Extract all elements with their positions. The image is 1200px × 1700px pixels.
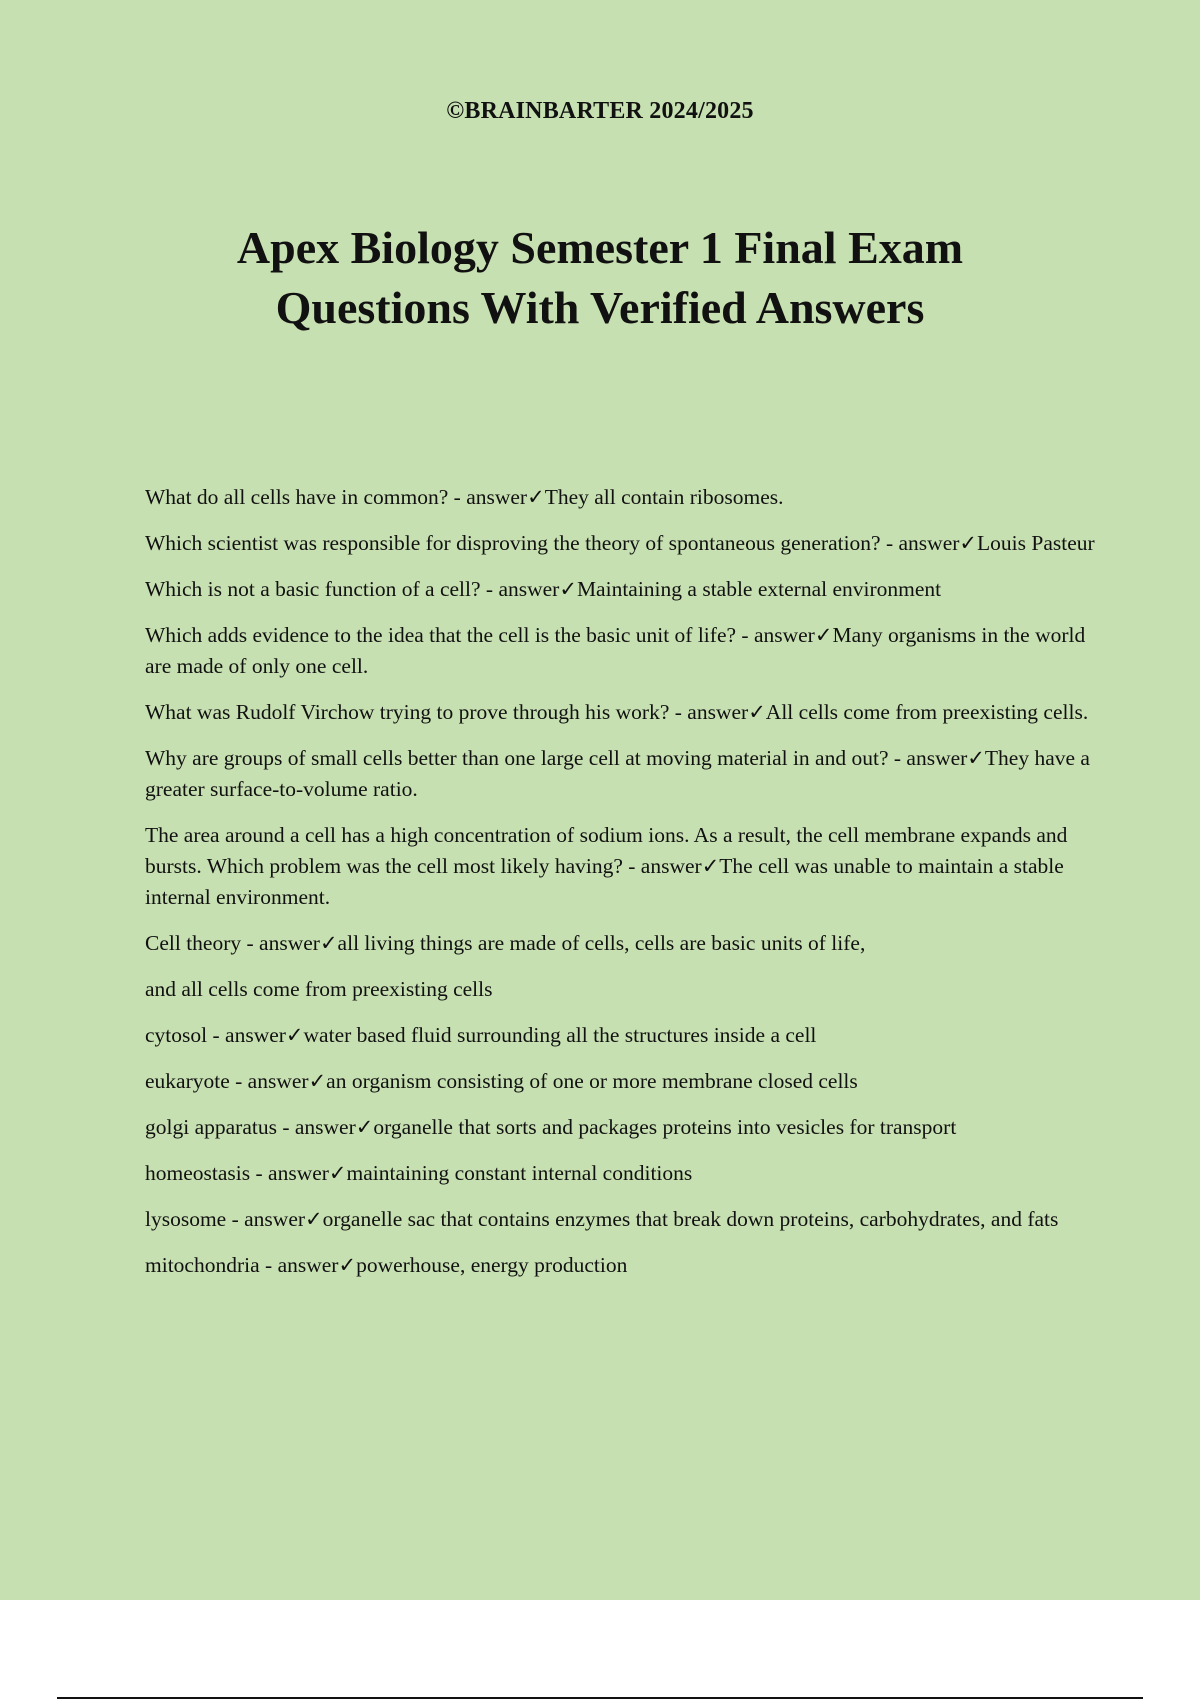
qa-answer: water based fluid surrounding all the structures inside a cell xyxy=(303,1023,817,1047)
answer-marker: answer xyxy=(498,577,560,601)
check-icon: ✓ xyxy=(814,623,833,647)
check-icon: ✓ xyxy=(527,485,545,509)
qa-list xyxy=(145,482,1095,1296)
qa-question: golgi apparatus - xyxy=(145,1115,295,1139)
qa-question: Which scientist was responsible for disproving the theory of spontaneous generation? - xyxy=(145,531,899,555)
qa-item xyxy=(145,697,1095,728)
check-icon: ✓ xyxy=(328,1161,347,1185)
qa-answer: organelle that sorts and packages proteins into vesicles for transport xyxy=(373,1115,957,1139)
qa-answer: an organism consisting of one or more membrane closed cells xyxy=(326,1069,858,1093)
qa-question: eukaryote - xyxy=(145,1069,248,1093)
qa-question: cytosol - xyxy=(145,1023,226,1047)
qa-question: Why are groups of small cells better than one large cell at moving material in and out? - xyxy=(145,746,907,770)
qa-item xyxy=(145,820,1095,913)
answer-marker: answer xyxy=(687,700,749,724)
qa-item xyxy=(145,620,1095,682)
qa-item xyxy=(145,1250,1095,1281)
qa-item xyxy=(145,1112,1095,1143)
answer-marker: answer xyxy=(640,854,702,878)
qa-question: Which adds evidence to the idea that the cell is the basic unit of life? - xyxy=(145,623,754,647)
check-icon: ✓ xyxy=(967,746,985,770)
qa-question: What do all cells have in common? - xyxy=(145,485,467,509)
qa-answer: They have a greater surface-to-volume ratio. xyxy=(145,746,1090,801)
check-icon: ✓ xyxy=(338,1253,357,1277)
qa-question: mitochondria - xyxy=(145,1253,278,1277)
qa-item xyxy=(145,482,1095,513)
check-icon: ✓ xyxy=(285,1023,304,1047)
qa-item xyxy=(145,928,1095,959)
qa-item xyxy=(145,528,1095,559)
answer-marker: answer xyxy=(753,623,815,647)
check-icon: ✓ xyxy=(959,531,978,555)
title-line-2: Questions With Verified Answers xyxy=(275,282,925,333)
qa-answer: powerhouse, energy production xyxy=(356,1253,628,1277)
copyright-header: ©BRAINBARTER 2024/2025 xyxy=(446,98,754,124)
qa-question: What was Rudolf Virchow trying to prove through his work? - xyxy=(145,700,688,724)
answer-marker: answer xyxy=(225,1023,286,1047)
answer-marker: answer xyxy=(268,1161,329,1185)
check-icon: ✓ xyxy=(748,700,766,724)
qa-answer: Louis Pasteur xyxy=(977,531,1095,555)
qa-question: lysosome - xyxy=(145,1207,245,1231)
check-icon: ✓ xyxy=(355,1115,374,1139)
qa-question: homeostasis - xyxy=(145,1161,269,1185)
qa-continuation: and all cells come from preexisting cells xyxy=(145,977,493,1001)
qa-question: The area around a cell has a high concentration of sodium ions. As a result, the cell membrane expands and bursts. Which problem was the cell most likely having? - xyxy=(145,823,1068,878)
check-icon: ✓ xyxy=(559,577,577,601)
document-title xyxy=(150,218,1050,338)
check-icon: ✓ xyxy=(319,931,338,955)
qa-answer: organelle sac that contains enzymes that break down proteins, carbohydrates, and fats xyxy=(322,1207,1059,1231)
answer-marker: answer xyxy=(294,1115,356,1139)
qa-answer: all living things are made of cells, cells are basic units of life, xyxy=(337,931,866,955)
qa-item xyxy=(145,1158,1095,1189)
check-icon: ✓ xyxy=(308,1069,327,1093)
qa-answer: All cells come from preexisting cells. xyxy=(765,700,1089,724)
qa-item xyxy=(145,974,1095,1005)
answer-marker: answer xyxy=(259,931,320,955)
qa-item xyxy=(145,574,1095,605)
qa-question: Which is not a basic function of a cell? - xyxy=(145,577,499,601)
answer-marker: answer xyxy=(898,531,960,555)
qa-answer: They all contain ribosomes. xyxy=(544,485,784,509)
check-icon: ✓ xyxy=(701,854,720,878)
qa-answer: maintaining constant internal conditions xyxy=(346,1161,693,1185)
answer-marker: answer xyxy=(466,485,528,509)
qa-item xyxy=(145,1204,1095,1235)
answer-marker: answer xyxy=(277,1253,339,1277)
qa-answer: Many organisms in the world are made of only one cell. xyxy=(145,623,1086,678)
qa-item xyxy=(145,743,1095,805)
footer-divider xyxy=(57,1697,1143,1699)
title-line-1: Apex Biology Semester 1 Final Exam xyxy=(236,222,964,273)
answer-marker: answer xyxy=(247,1069,309,1093)
answer-marker: answer xyxy=(906,746,968,770)
qa-answer: Maintaining a stable external environment xyxy=(576,577,942,601)
qa-item xyxy=(145,1020,1095,1051)
qa-question: Cell theory - xyxy=(145,931,260,955)
qa-item xyxy=(145,1066,1095,1097)
answer-marker: answer xyxy=(244,1207,306,1231)
qa-answer: The cell was unable to maintain a stable internal environment. xyxy=(145,854,1064,909)
check-icon: ✓ xyxy=(305,1207,323,1231)
